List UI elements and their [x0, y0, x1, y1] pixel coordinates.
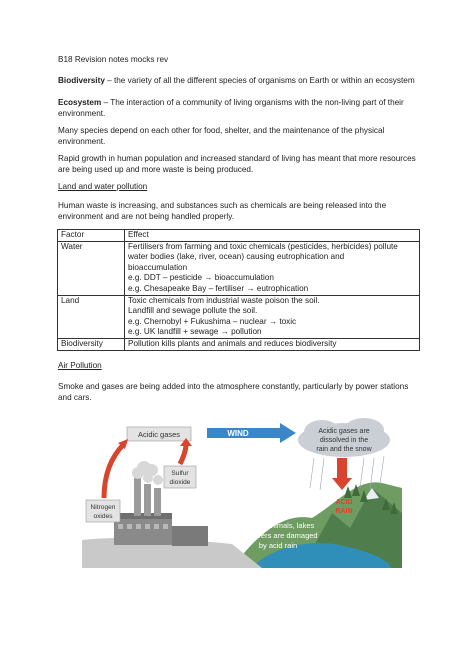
effect-line: Toxic chemicals from industrial waste poison the soil. — [128, 295, 320, 305]
acid-rain-diagram — [82, 418, 402, 568]
biodiversity-term: Biodiversity — [58, 76, 105, 85]
smoke-paragraph: Smoke and gases are being added into the atmosphere constantly, particularly by power stations and cars. — [58, 382, 409, 402]
effect-line: e.g. UK landfill + sewage → pollution — [128, 327, 262, 337]
table-header-row — [58, 230, 420, 242]
acid-rain-label-line2: RAIN — [335, 508, 353, 515]
population-paragraph: Rapid growth in human population and increased standard of living has meant that more resources are being used up and more waste is being produced. — [58, 154, 416, 174]
damage-label-line2: and rivers are damaged — [238, 531, 318, 540]
damage-label-line1: Plants, animals, lakes — [241, 521, 315, 530]
ecosystem-definition — [58, 98, 418, 119]
effect-cell — [125, 295, 420, 338]
wind-label: WIND — [227, 429, 249, 438]
effect-line: Fertilisers from farming and toxic chemicals (pesticides, herbicides) pollute — [128, 241, 398, 251]
table-row — [58, 295, 420, 338]
ecosystem-text: – The interaction of a community of living organisms with the non-living part of their environment. — [58, 98, 404, 118]
header-factor: Factor — [58, 230, 125, 242]
factor-cell: Water — [58, 241, 125, 295]
biodiversity-text: – the variety of all the different species of organisms on Earth or within an ecosystem — [104, 76, 415, 85]
cloud-label-line3: rain and the snow — [316, 446, 372, 453]
table-row — [58, 241, 420, 295]
dependence-paragraph: Many species depend on each other for food, shelter, and the maintenance of the physical environment. — [58, 126, 385, 146]
cloud-label-line2: dissolved in the — [319, 437, 369, 444]
nitrogen-label-line1: Nitrogen — [90, 504, 116, 511]
pollution-table — [57, 229, 420, 351]
factor-cell: Biodiversity — [58, 338, 125, 350]
effect-line: e.g. Chernobyl + Fukushima – nuclear → toxic — [128, 316, 297, 326]
sulfur-label-line1: Sulfur — [171, 470, 189, 477]
effect-line: water bodies (lake, river, ocean) causing eutrophication and — [128, 252, 345, 262]
acidic-gases-label: Acidic gases — [137, 430, 181, 439]
air-pollution-heading — [58, 361, 418, 372]
acid-rain-label-line1: ACID — [335, 499, 353, 506]
cloud-label-line1: Acidic gases are — [318, 428, 370, 435]
biodiversity-definition — [58, 76, 418, 87]
effect-cell — [125, 241, 420, 295]
air-pollution-heading-text: Air Pollution — [58, 361, 102, 370]
sulfur-label-line2: dioxide — [169, 479, 191, 486]
effect-cell — [125, 338, 420, 350]
waste-paragraph: Human waste is increasing, and substances such as chemicals are being released into the environment and are not being handled properly. — [58, 201, 387, 221]
effect-line: e.g. Chesapeake Bay – fertiliser → eutrophication — [128, 283, 309, 293]
table-row — [58, 338, 420, 350]
ecosystem-term: Ecosystem — [58, 98, 102, 107]
effect-line: Pollution kills plants and animals and reduces biodiversity — [128, 338, 337, 348]
land-water-heading-text: Land and water pollution — [58, 182, 148, 191]
page-title: B18 Revision notes mocks rev — [58, 55, 169, 64]
effect-line: Landfill and sewage pollute the soil. — [128, 306, 258, 316]
header-effect: Effect — [125, 230, 420, 242]
effect-line: e.g. DDT – pesticide → bioaccumulation — [128, 273, 274, 283]
nitrogen-label-line2: oxides — [93, 513, 113, 520]
factor-cell: Land — [58, 295, 125, 338]
damage-label-line3: by acid rain — [258, 541, 298, 550]
land-water-heading — [58, 182, 418, 193]
effect-line: bioaccumulation — [128, 262, 188, 272]
acid-rain-illustration — [82, 418, 402, 568]
